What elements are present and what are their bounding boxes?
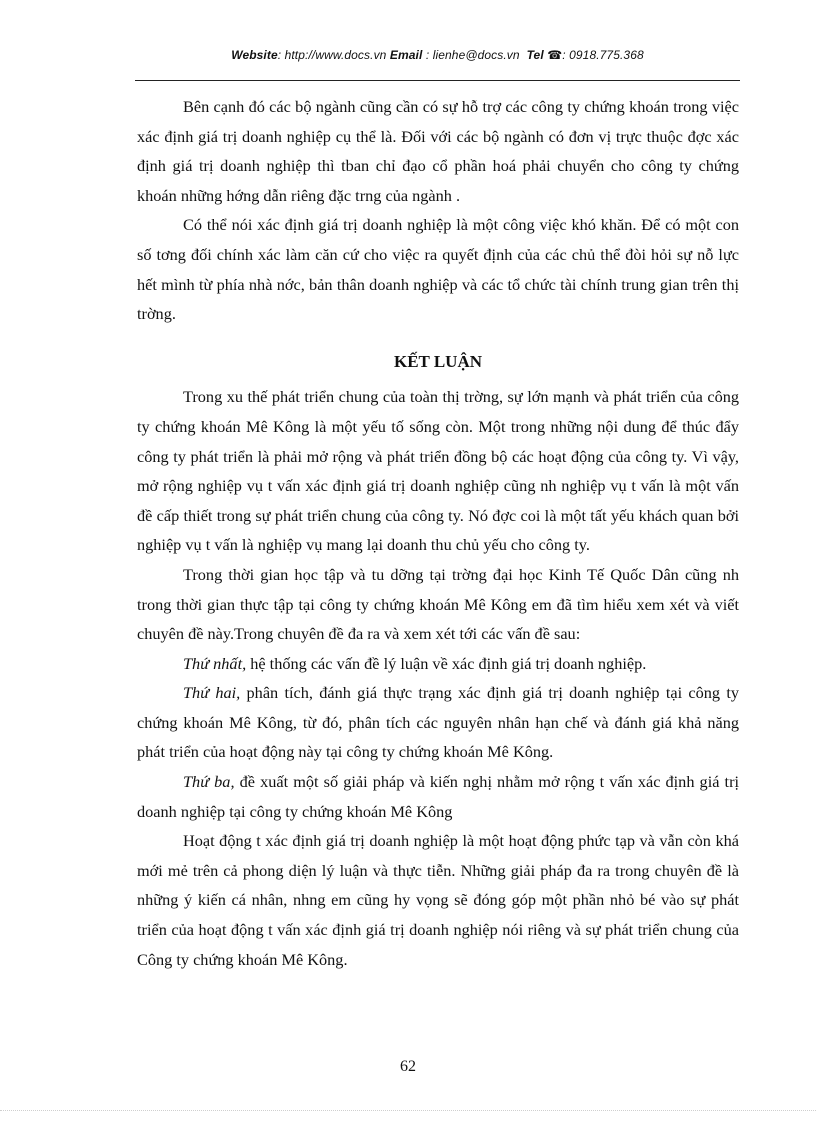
header-divider xyxy=(135,80,740,81)
list-item xyxy=(137,678,739,767)
paragraph: Có thể nói xác định giá trị doanh nghiệp là một công việc khó khăn. Để có một con số tơng đối chính xác làm căn cứ cho việc ra quyết định của các chủ thể đòi hỏi sự nỗ lực hết mình từ phía nhà nớc, bản thân doanh nghiệp và các tổ chức tài chính trung gian trên thị trờng. xyxy=(137,215,739,324)
footer-dotted-line xyxy=(0,1110,816,1111)
section-heading: KẾT LUẬN xyxy=(393,351,482,371)
tel-label: Tel xyxy=(526,48,544,62)
item-text: hệ thống các vấn đề lý luận về xác định giá trị doanh nghiệp. xyxy=(246,653,647,673)
closing-paragraph: Hoạt động t xác định giá trị doanh nghiệp là một hoạt động phức tạp và vẫn còn khá mới mẻ trên cả phong diện lý luận và thực tiễn. Những giải pháp đa ra trong chuyên đề là những ý kiến cá nhân, nhng em cũng hy vọng sẽ đóng góp một phần nhỏ bé vào sự phát triển của hoạt động t vấn xác định giá trị doanh nghiệp nói riêng và sự phát triển chung của Công ty chứng khoán Mê Kông. xyxy=(137,831,739,969)
email-label: Email xyxy=(389,48,423,62)
item-label: Thứ hai, xyxy=(183,683,241,703)
document-body xyxy=(137,92,739,974)
website-label: Website xyxy=(231,48,278,62)
paragraph: Bên cạnh đó các bộ ngành cũng cần có sự hỗ trợ các công ty chứng khoán trong việc xác định giá trị doanh nghiệp cụ thể là. Đối với các bộ ngành có đơn vị trực thuộc đợc xác định giá trị doanh nghiệp thì tban chỉ đạo cổ phần hoá phải chuyển cho công ty chứng khoán những hớng dẫn riêng đặc trng của ngành . xyxy=(137,97,739,205)
email-value: : lienhe@docs.vn xyxy=(425,48,520,62)
list-item xyxy=(137,767,739,826)
website-value: : http://www.docs.vn xyxy=(277,48,387,62)
item-label: Thứ ba, xyxy=(183,772,235,792)
page-header xyxy=(135,48,740,62)
item-label: Thứ nhất, xyxy=(183,653,247,673)
item-text: đề xuất một số giải pháp và kiến nghị nhằm mở rộng t vấn xác định giá trị doanh nghiệp tại công ty chứng khoán Mê Kông xyxy=(137,772,740,821)
page-number: 62 xyxy=(400,1058,416,1075)
list-item xyxy=(137,649,739,679)
phone-icon: ☎ xyxy=(547,48,563,62)
paragraph: Trong thời gian học tập và tu dỡng tại trờng đại học Kinh Tế Quốc Dân cũng nh trong thời gian thực tập tại công ty chứng khoán Mê Kông em đã tìm hiểu xem xét và viết chuyên đề này.Trong chuyên đề đa ra và xem xét tới các vấn đề sau: xyxy=(137,564,739,644)
item-text: phân tích, đánh giá thực trạng xác định giá trị doanh nghiệp tại công ty chứng khoán Mê Kông, từ đó, phân tích các nguyên nhân hạn chế và đánh giá khả năng phát triển của hoạt động này tại công ty chứng khoán Mê Kông. xyxy=(137,683,739,762)
tel-value: : 0918.775.368 xyxy=(562,48,644,62)
paragraph: Trong xu thế phát triển chung của toàn thị trờng, sự lớn mạnh và phát triển của công ty chứng khoán Mê Kông là một yếu tố sống còn. Một trong những nội dung để thúc đẩy công ty phát triển là phải mở rộng và phát triển đồng bộ các hoạt động của công ty. Vì vậy, mở rộng nghiệp vụ t vấn xác định giá trị doanh nghiệp cũng nh nghiệp vụ t vấn là một vấn đề cấp thiết trong sự phát triển chung của công ty. Nó đợc coi là một tất yếu khách quan bởi nghiệp vụ t vấn là nghiệp vụ mang lại doanh thu chủ yếu cho công ty. xyxy=(137,387,739,555)
